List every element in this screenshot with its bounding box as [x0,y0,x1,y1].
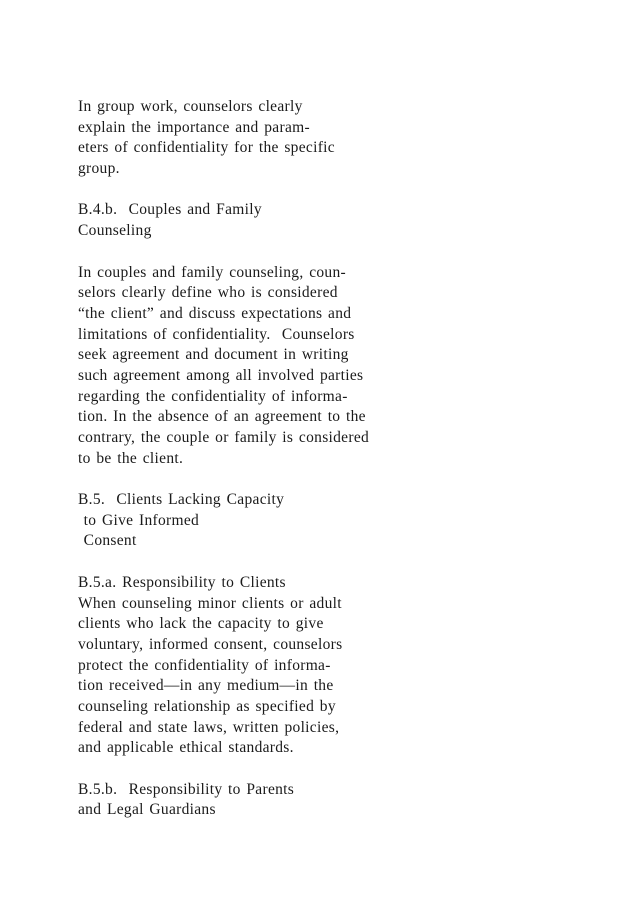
text-line: In couples and family counseling, coun- [78,263,346,281]
text-line: group. [78,160,120,178]
text-line: tion. In the absence of an agreement to the [78,408,366,426]
paragraph-couples-family [78,263,618,470]
paragraph-b5a [78,573,618,759]
heading-line: B.5.a. Responsibility to Clients [78,573,286,591]
text-line: limitations of confidentiality. Counselors [78,325,355,343]
text-line: “the client” and discuss expectations and [78,304,352,322]
heading-line: B.5.b. Responsibility to Parents [78,780,295,798]
text-line: In group work, counselors clearly [78,98,303,115]
heading-line: Counseling [78,222,152,240]
text-line: selors clearly define who is considered [78,284,338,302]
text-line: federal and state laws, written policies, [78,718,340,736]
text-line: contrary, the couple or family is considered [78,429,370,446]
text-line: and applicable ethical standards. [78,739,294,757]
heading-b4b [78,200,618,241]
heading-line: and Legal Guardians [78,801,216,819]
text-line: such agreement among all involved parties [78,366,364,384]
text-line: tion received—in any medium—in the [78,677,334,695]
text-line: counseling relationship as specified by [78,697,336,715]
heading-line: B.5. Clients Lacking Capacity [78,491,285,509]
paragraph-gap [78,242,618,263]
text-line: When counseling minor clients or adult [78,594,342,612]
heading-b5 [78,490,618,552]
heading-line: B.4.b. Couples and Family [78,201,262,219]
text-line: clients who lack the capacity to give [78,615,324,633]
text-line: explain the importance and param- [78,118,310,136]
heading-b5b [78,780,618,821]
paragraph-group-work [78,97,618,180]
text-line: protect the confidentiality of informa- [78,656,331,674]
document-text [78,97,618,821]
paragraph-gap [78,552,618,573]
paragraph-gap [78,759,618,780]
text-line: regarding the confidentiality of informa- [78,387,348,405]
text-line: seek agreement and document in writing [78,346,349,364]
text-line: eters of confidentiality for the specific [78,139,335,157]
text-line: to be the client. [78,449,184,467]
heading-line: Consent [78,532,137,550]
text-line: voluntary, informed consent, counselors [78,635,343,653]
paragraph-gap [78,180,618,201]
heading-line: to Give Informed [78,511,200,529]
paragraph-gap [78,469,618,490]
